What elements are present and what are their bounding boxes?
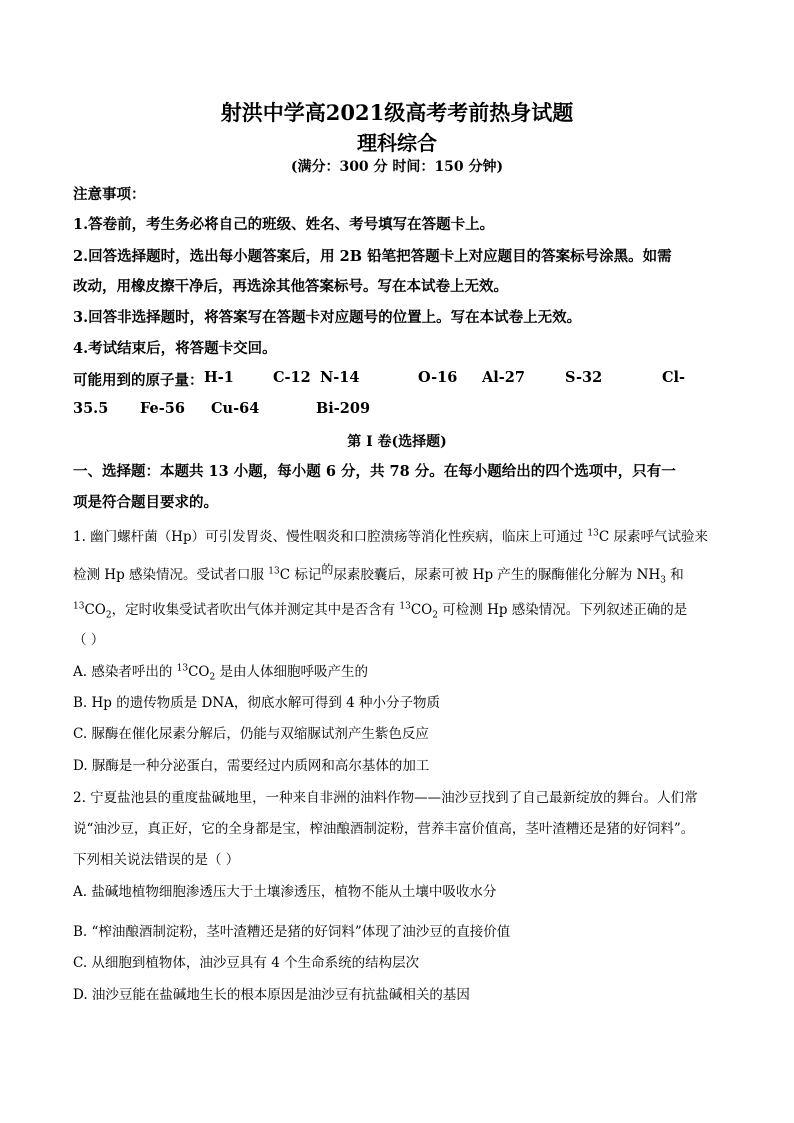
notes-heading: 注意事项： (73, 186, 146, 203)
note-1: 1.答卷前，考生务必将自己的班级、姓名、考号填写在答题卡上。 (73, 216, 495, 233)
q2-option-c: C. 从细胞到植物体，油沙豆具有 4 个生命系统的结构层次 (73, 955, 420, 971)
exam-title: 射洪中学高2021级高考考前热身试题 (220, 100, 574, 125)
atomic-mass-o: O-16 (418, 369, 458, 386)
atomic-mass-cu: Cu-64 (211, 400, 260, 417)
q1-option-d: D. 脲酶是一种分泌蛋白，需要经过内质网和高尔基体的加工 (73, 758, 430, 774)
q1-option-b: B. Hp 的遗传物质是 DNA，彻底水解可得到 4 种小分子物质 (73, 695, 441, 711)
q1-stem-line1: 1. 幽门螺杆菌（Hp）可引发胃炎、慢性咽炎和口腔溃疡等消化性疾病，临床上可通过 $^{13}$C 尿素呼气试验来 (73, 528, 708, 545)
atomic-mass-cl: Cl- (662, 369, 686, 386)
note-2-line2: 改动，用橡皮擦干净后，再选涂其他答案标号。写在本试卷上无效。 (73, 278, 508, 295)
q1-option-a: A. 感染者呼出的 $^{13}CO_2$ 是由人体细胞呼吸产生的 (73, 663, 369, 683)
q2-option-a: A. 盐碱地植物细胞渗透压大于土壤渗透压，植物不能从土壤中吸收水分 (73, 884, 497, 900)
note-4: 4.考试结束后，将答题卡交回。 (73, 340, 277, 357)
atomic-mass-s: S-32 (565, 369, 603, 386)
q2-option-b: B. “榨油酿酒制淀粉，茎叶渣糟还是猪的好饲料”体现了油沙豆的直接价值 (73, 924, 511, 940)
q2-stem-line2: 说“油沙豆，真正好，它的全身都是宝，榨油酿酒制淀粉，营养丰富价值高，茎叶渣糟还是猪的好饲料”。 (73, 821, 695, 837)
section-instruction-line2: 项是符合题目要求的。 (73, 494, 218, 511)
atomic-mass-h: H-1 (204, 369, 234, 386)
q1-stem-line3: $^{13}CO_2$，定时收集受试者吹出气体并测定其中是否含有 $^{13}CO_2$ 可检测 Hp 感染情况。下列叙述正确的是 (73, 601, 688, 621)
note-3: 3.回答非选择题时，将答案写在答题卡对应题号的位置上。写在本试卷上无效。 (73, 309, 582, 326)
atomic-mass-c: C-12 (273, 369, 311, 386)
q1-option-c: C. 脲酶在催化尿素分解后，仍能与双缩脲试剂产生紫色反应 (73, 726, 429, 742)
exam-subject: 理科综合 (357, 131, 437, 155)
section-instruction-line1: 一、选择题：本题共 13 小题，每小题 6 分，共 78 分。在每小题给出的四个选项中，只有一 (73, 463, 676, 480)
q2-stem-line3: 下列相关说法错误的是（ ） (73, 852, 240, 868)
q2-option-d: D. 油沙豆能在盐碱地生长的根本原因是油沙豆有抗盐碱相关的基因 (73, 987, 470, 1003)
note-2-line1: 2.回答选择题时，选出每小题答案后，用 2B 铅笔把答题卡上对应题目的答案标号涂黑。如需 (73, 248, 672, 265)
atomic-mass-cl-value: 35.5 (73, 400, 109, 417)
q1-stem-line2: 检测 Hp 感染情况。受试者口服 $^{13}$C 标记$^的$尿素胶囊后，尿素可被 Hp 产生的脲酶催化分解为 $NH_3$ 和 (73, 562, 684, 586)
q1-answer-blank: （ ） (73, 632, 105, 648)
q2-stem-line1: 2. 宁夏盐池县的重度盐碱地里，一种来自非洲的油料作物——油沙豆找到了自己最新绽放的舞台。人们常 (73, 790, 698, 806)
atomic-mass-n: N-14 (320, 369, 360, 386)
exam-info: (满分：300 分 时间：150 分钟) (290, 159, 504, 175)
atomic-mass-al: Al-27 (482, 369, 525, 386)
section-title: 第 I 卷(选择题) (347, 434, 447, 450)
atomic-masses-label: 可能用到的原子量： (73, 372, 204, 389)
atomic-mass-fe: Fe-56 (140, 400, 185, 417)
atomic-mass-bi: Bi-209 (316, 400, 371, 417)
